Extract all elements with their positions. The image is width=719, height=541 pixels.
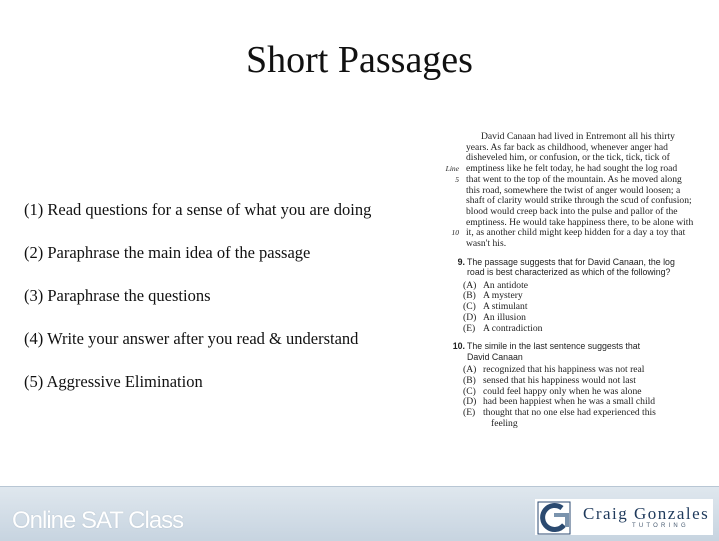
line-text: disheveled him, or confusion, or the tick, tick, tick of: [466, 152, 670, 164]
step-item: (2) Paraphrase the main idea of the passage: [24, 243, 311, 262]
question-number: 9.: [457, 256, 465, 267]
brand-logo: [535, 499, 713, 535]
option-letter: (A): [463, 279, 477, 291]
answer-options: [443, 365, 708, 429]
step-item: (4) Write your answer after you read & understand: [24, 329, 359, 348]
line-text: years. As far back as childhood, whenever anger had: [466, 141, 668, 153]
option-letter: (C): [463, 385, 476, 397]
option-letter: (B): [463, 290, 476, 302]
line-text: emptiness. He would take happiness there, to be alone with: [466, 216, 694, 228]
option-text: A mystery: [483, 290, 523, 302]
option-text: recognized that his happiness was not real: [483, 364, 645, 376]
line-text: emptiness like he felt today, he had sought the log road: [466, 163, 678, 175]
line-text: that went to the top of the mountain. As he moved along: [466, 173, 682, 185]
step-item: (1) Read questions for a sense of what you are doing: [24, 200, 372, 219]
line-number: 5: [455, 174, 459, 184]
option-text: feeling: [491, 417, 518, 429]
line-text: shaft of clarity would strike through the scud of confusion;: [466, 195, 692, 207]
question-stem: [467, 341, 708, 362]
option-text: A contradiction: [483, 322, 543, 334]
line-text: David Canaan had lived in Entremont all his thirty: [481, 131, 675, 142]
question-stem: [467, 257, 708, 278]
option-letter: (E): [463, 407, 476, 419]
option-text: A stimulant: [483, 301, 528, 313]
option-letter: (D): [463, 396, 477, 408]
option-text: An antidote: [483, 279, 529, 291]
brand-mark-icon: [537, 501, 571, 535]
stem-line: road is best characterized as which of the following?: [467, 267, 671, 278]
line-text: it, as another child might keep hidden for a day a toy that: [466, 227, 686, 239]
line-text: blood would creep back into the pulse and pallor of the: [466, 205, 678, 217]
slide-title: Short Passages: [246, 39, 473, 81]
step-item: (5) Aggressive Elimination: [24, 372, 203, 391]
option-letter: (E): [463, 322, 476, 334]
passage-excerpt: [443, 132, 708, 429]
answer-option-continued: [483, 419, 708, 430]
option-text: An illusion: [483, 311, 526, 323]
question-10: [443, 341, 708, 429]
question-number: 10.: [452, 341, 465, 352]
brand-tagline: TUTORING: [632, 523, 689, 529]
answer-option: [463, 322, 708, 335]
line-text: this road, somewhere the twist of anger would loosen; a: [466, 184, 681, 196]
line-number: Line: [445, 164, 459, 174]
option-letter: (B): [463, 374, 476, 386]
passage-line: [443, 239, 708, 250]
question-9: [443, 257, 708, 335]
stem-line: The passage suggests that for David Canaan, the log: [467, 256, 675, 267]
stem-line: The simile in the last sentence suggests that: [467, 341, 641, 352]
line-number: 10: [451, 228, 459, 238]
option-text: could feel happy only when he was alone: [483, 385, 642, 397]
option-text: thought that no one else had experienced this: [483, 407, 656, 419]
step-item: (3) Paraphrase the questions: [24, 286, 211, 305]
option-letter: (D): [463, 311, 477, 323]
option-text: sensed that his happiness would not last: [483, 374, 636, 386]
answer-options: [443, 281, 708, 335]
brand-name: Craig Gonzales: [583, 504, 710, 523]
class-name-label: Online SAT Class: [12, 507, 184, 534]
option-letter: (C): [463, 301, 476, 313]
line-text: wasn't his.: [466, 238, 507, 250]
steps-list: [24, 200, 424, 415]
option-letter: (A): [463, 364, 477, 376]
stem-line: David Canaan: [467, 351, 523, 362]
option-text: had been happiest when he was a small child: [483, 396, 656, 408]
